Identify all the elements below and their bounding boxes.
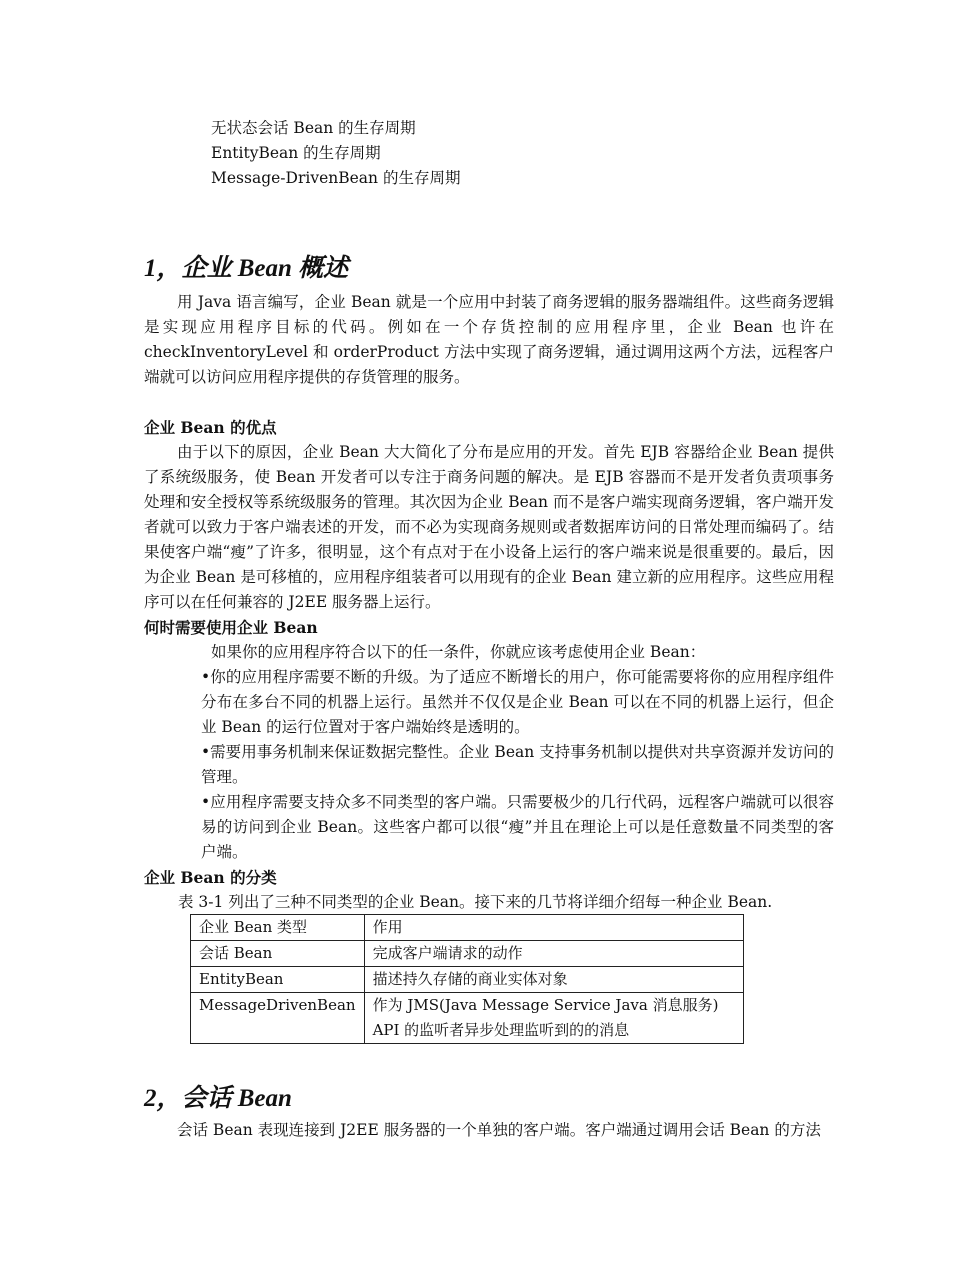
advantages-heading: 企业 Bean 的优点 (144, 418, 277, 437)
table-row (191, 967, 744, 993)
table-cell: MessageDrivenBean (191, 993, 365, 1044)
bullet-item: •应用程序需要支持众多不同类型的客户端。只需要极少的几行代码，远程客户端就可以很容易的访问到企业 Bean。这些客户都可以很“瘦”并且在理论上可以是任意数量不同类型的客户端。 (201, 793, 834, 861)
toc-list (211, 116, 460, 191)
table-header-cell: 作用 (364, 915, 743, 941)
when-to-use-intro: 如果你的应用程序符合以下的任一条件，你就应该考虑使用企业 Bean： (211, 643, 706, 661)
section1-paragraph: 用 Java 语言编写，企业 Bean 就是一个应用中封装了商务逻辑的服务器端组件。这些商务逻辑是实现应用程序目标的代码。例如在一个存货控制的应用程序里，企业 Bean 也许在 checkInventoryLevel 和 orderProduct 方法中实现了商务逻辑，通过调用这两个方法，远程客户端就可以访问应用程序提供的存货管理的服务。 (144, 293, 834, 386)
table-caption: 表 3-1 列出了三种不同类型的企业 Bean。接下来的几节将详细介绍每一种企业 Bean. (178, 893, 773, 911)
bean-types-table (190, 914, 744, 1044)
bullet-item: •你的应用程序需要不断的升级。为了适应不断增长的用户，你可能需要将你的应用程序组件分布在多台不同的机器上运行。虽然并不仅仅是企业 Bean 可以在不同的机器上运行，但企业 Bean 的运行位置对于客户端始终是透明的。 (201, 668, 834, 736)
table-cell: 作为 JMS(Java Message Service Java 消息服务) API 的监听者异步处理监听到的的消息 (364, 993, 743, 1044)
table-cell: EntityBean (191, 967, 365, 993)
table-row (191, 941, 744, 967)
table-row (191, 993, 744, 1044)
toc-item: Message-DrivenBean 的生存周期 (211, 169, 461, 187)
when-to-use-heading: 何时需要使用企业 Bean (144, 618, 318, 637)
table-cell: 会话 Bean (191, 941, 365, 967)
section2-paragraph: 会话 Bean 表现连接到 J2EE 服务器的一个单独的客户端。客户端通过调用会话 Bean 的方法 (177, 1121, 821, 1139)
toc-item: 无状态会话 Bean 的生存周期 (211, 119, 416, 137)
toc-item: EntityBean 的生存周期 (211, 144, 381, 162)
advantages-paragraph: 由于以下的原因，企业 Bean 大大简化了分布是应用的开发。首先 EJB 容器给企业 Bean 提供了系统级服务，使 Bean 开发者可以专注于商务问题的解决。是 EJB 容器而不是开发者负责项事务处理和安全授权等系统级服务的管理。其次因为企业 Bean 而不是客户端实现商务逻辑，客户端开发者就可以致力于客户端表述的开发，而不必为实现商务规则或者数据库访问的日常处理而编码了。结果使客户端“瘦”了许多，很明显，这个有点对于在小设备上运行的客户端来说是很重要的。最后，因为企业 Bean 是可移植的，应用程序组装者可以用现有的企业 Bean 建立新的应用程序。这些应用程序可以在任何兼容的 J2EE 服务器上运行。 (144, 443, 834, 611)
bullet-item: •需要用事务机制来保证数据完整性。企业 Bean 支持事务机制以提供对共享资源并发访问的管理。 (201, 743, 834, 786)
section-heading-1: 1，企业 Bean 概述 (144, 255, 349, 282)
section-heading-2: 2，会话 Bean (144, 1085, 292, 1112)
table-cell: 描述持久存储的商业实体对象 (364, 967, 743, 993)
table-header-cell: 企业 Bean 类型 (191, 915, 365, 941)
table-cell: 完成客户端请求的动作 (364, 941, 743, 967)
types-heading: 企业 Bean 的分类 (144, 868, 277, 887)
table-header-row (191, 915, 744, 941)
